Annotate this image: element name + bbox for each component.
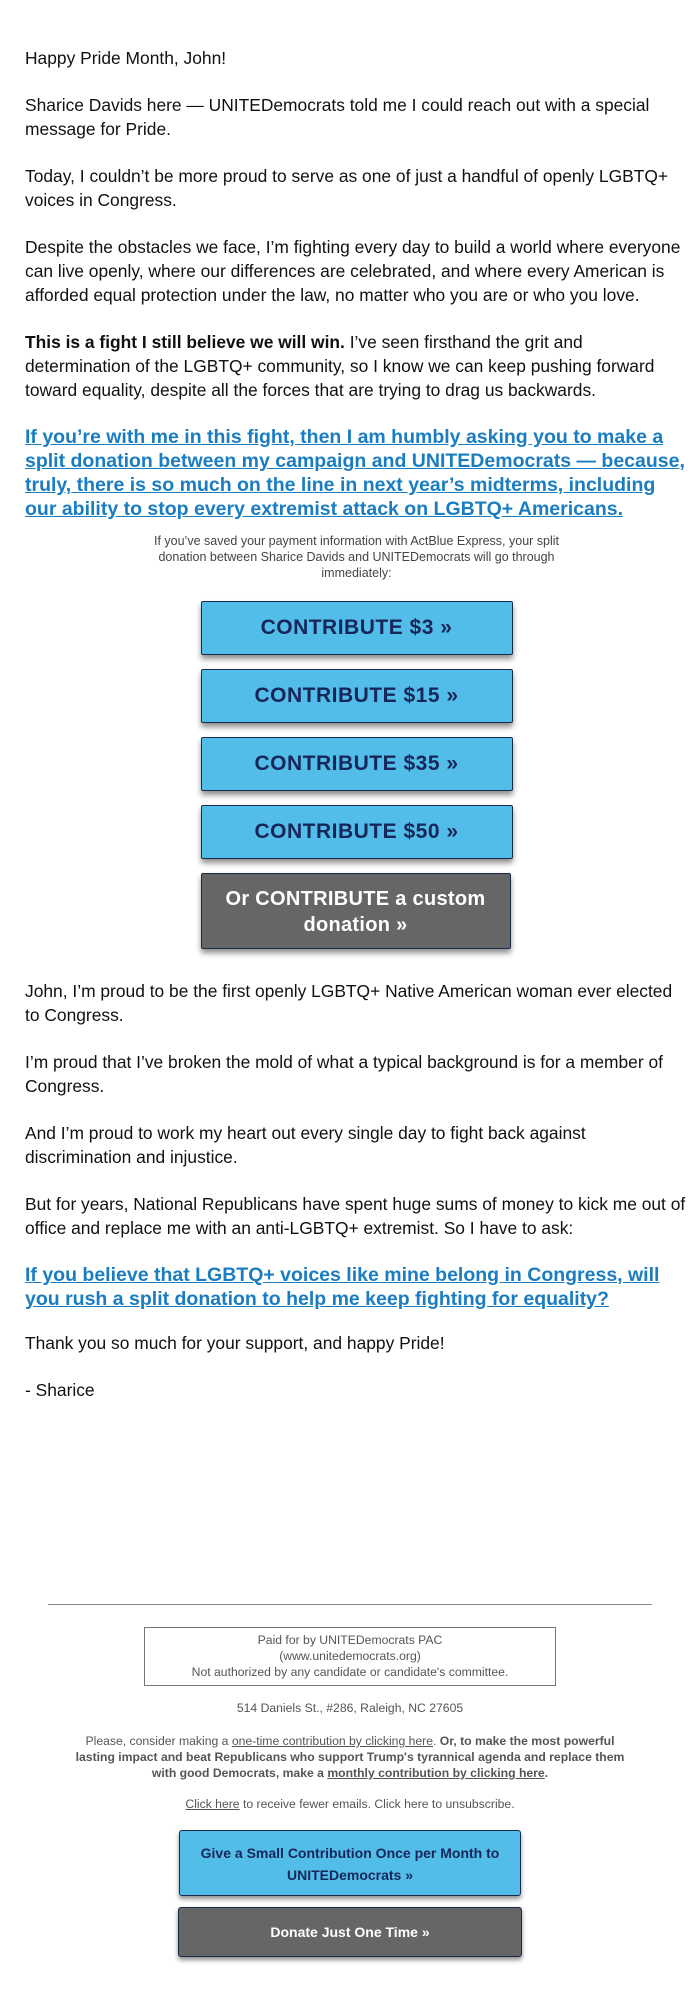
consider-end: . — [544, 1766, 549, 1780]
split-donation-ask-link[interactable]: If you’re with me in this fight, then I am humbly asking you to make a split donation between my campaign and UNITEDemocrats — because, truly, there is so much on the line in next year’s midterms, including our ability to stop every extremist attack on LGBTQ+ Americans. — [25, 426, 685, 520]
consider-pre: Please, consider making a — [85, 1734, 232, 1748]
consider-bold: Or, to make the most powerful lasting impact and beat Republicans who support Trump's tyrannical agenda and replace them with good Democrats, make a — [75, 1734, 625, 1780]
unsubscribe-text: to receive fewer emails. Click here to unsubscribe. — [239, 1797, 515, 1811]
contribute-custom-line1: Or CONTRIBUTE a custom — [225, 888, 486, 910]
one-time-contribution-link[interactable]: one-time contribution by clicking here — [231, 1734, 434, 1748]
monthly-contribution-button[interactable] — [179, 1830, 521, 1896]
paragraph-first-native: John, I’m proud to be the first openly LGBTQ+ Native American woman ever elected to Congress. — [25, 981, 673, 1025]
contribute-custom-button[interactable] — [201, 873, 511, 949]
paid-for-box — [144, 1627, 556, 1686]
paid-for-url: (www.unitedemocrats.org) — [279, 1649, 421, 1663]
actblue-express-note: If you’ve saved your payment information with ActBlue Express, your split donation between Sharice Davids and UNITEDemocrats will go through immediately: — [153, 534, 560, 580]
contribute-button-stack — [201, 601, 513, 949]
greeting: Happy Pride Month, John! — [25, 48, 227, 68]
not-authorized-line: Not authorized by any candidate or candidate's committee. — [191, 1665, 509, 1679]
paragraph-fight-rest: I’ve seen firsthand the grit and determination of the LGBTQ+ community, so I know we can keep pushing forward toward equality, despite all the forces that are trying to drag us backwards. — [25, 332, 655, 400]
paragraph-fight — [25, 330, 688, 402]
paragraph-thank-you: Thank you so much for your support, and happy Pride! — [25, 1333, 445, 1353]
paragraph-work-heart-out: And I’m proud to work my heart out every single day to fight back against discrimination and injustice. — [25, 1123, 586, 1167]
contribute-3-button[interactable]: CONTRIBUTE $3 » — [201, 601, 513, 655]
contribute-35-button[interactable]: CONTRIBUTE $35 » — [201, 737, 513, 791]
spacer — [25, 949, 688, 979]
contribute-15-button[interactable]: CONTRIBUTE $15 » — [201, 669, 513, 723]
monthly-contribution-link[interactable] — [327, 1766, 544, 1780]
paragraph-intro: Sharice Davids here — UNITEDemocrats told me I could reach out with a special message for Pride. — [25, 95, 650, 139]
monthly-button-line1: Give a Small Contribution Once per Month to — [200, 1845, 500, 1861]
paragraph-republicans: But for years, National Republicans have spent huge sums of money to kick me out of office and replace me with an anti-LGBTQ+ extremist. So I have to ask: — [25, 1194, 686, 1238]
paragraph-broken-mold: I’m proud that I’ve broken the mold of what a typical background is for a member of Congress. — [25, 1052, 663, 1096]
email-footer — [0, 1604, 700, 1957]
contribution-options-text — [70, 1733, 630, 1781]
consider-mid: . — [433, 1734, 440, 1748]
fewer-emails-link[interactable]: Click here — [185, 1797, 240, 1811]
contribute-custom-line2: donation » — [303, 914, 408, 936]
paragraph-fight-bold: This is a fight I still believe we will win. — [25, 332, 345, 352]
donate-one-time-button[interactable]: Donate Just One Time » — [178, 1907, 522, 1957]
email-preferences — [0, 1797, 700, 1811]
monthly-contribution-link-text: monthly contribution by clicking here — [327, 1766, 545, 1780]
contribute-50-button[interactable]: CONTRIBUTE $50 » — [201, 805, 513, 859]
paragraph-proud-to-serve: Today, I couldn’t be more proud to serve as one of just a handful of openly LGBTQ+ voices in Congress. — [25, 166, 669, 210]
signature: - Sharice — [25, 1380, 95, 1400]
monthly-button-line2: UNITEDemocrats » — [286, 1867, 414, 1883]
footer-divider — [48, 1604, 652, 1605]
paragraph-obstacles: Despite the obstacles we face, I’m fighting every day to build a world where everyone can live openly, where our differences are celebrated, and where every American is afforded equal protection under the law, no matter who you are or who you love. — [25, 237, 681, 305]
rush-donation-link[interactable]: If you believe that LGBTQ+ voices like mine belong in Congress, will you rush a split donation to help me keep fighting for equality? — [25, 1264, 660, 1310]
paid-for-line: Paid for by UNITEDemocrats PAC — [257, 1633, 443, 1647]
mailing-address: 514 Daniels St., #286, Raleigh, NC 27605 — [236, 1701, 464, 1715]
